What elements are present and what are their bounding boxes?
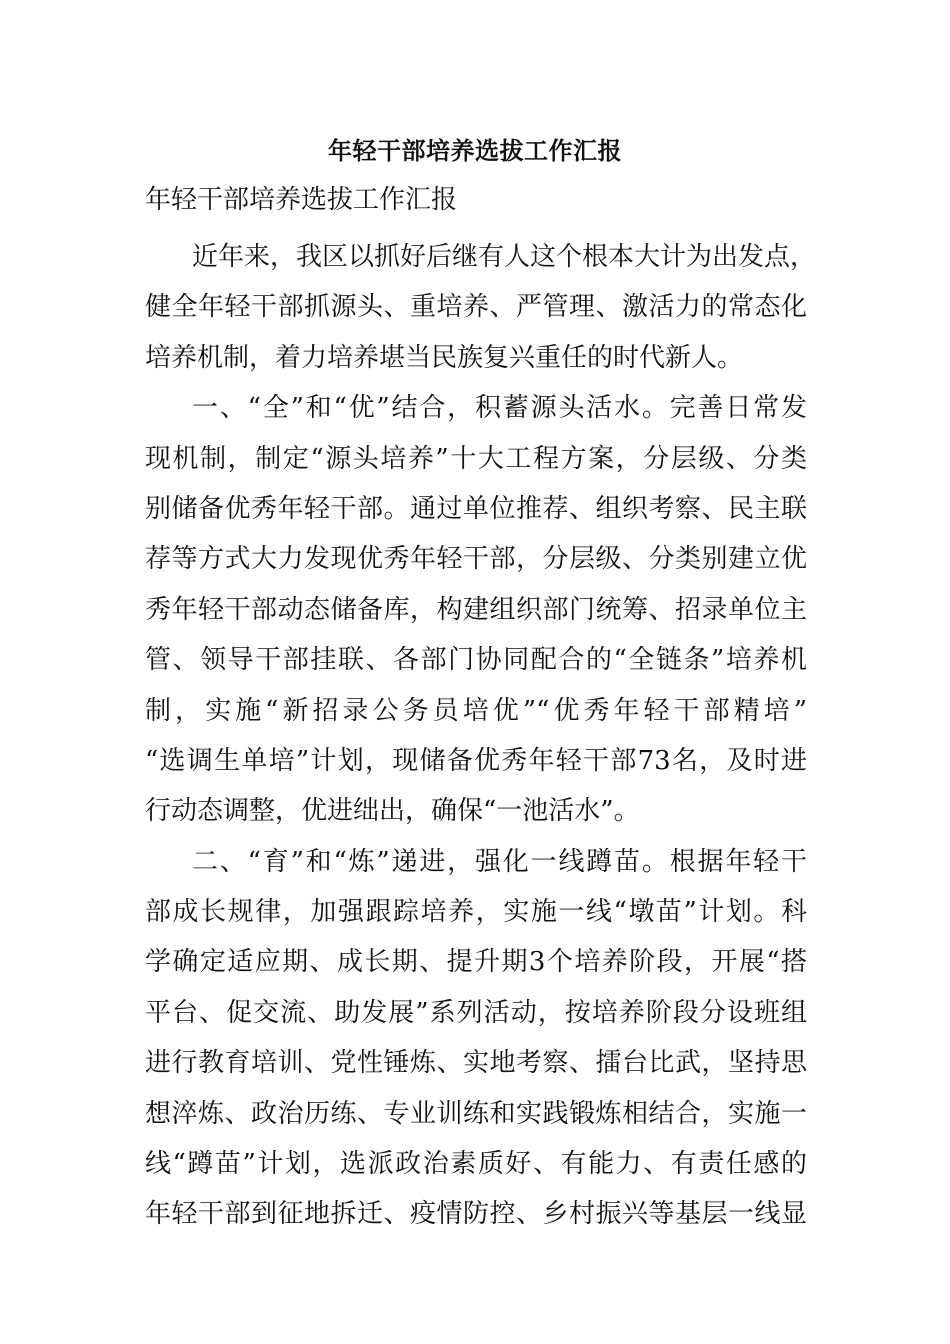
text-line: 年轻干部到征地拆迁、疫情防控、乡村振兴等基层一线显: [145, 1199, 807, 1230]
text-line: 部成长规律，加强跟踪培养，实施一线“墩苗”计划。科: [145, 897, 807, 928]
text-line: “选调生单培”计划，现储备优秀年轻干部73名，及时进: [145, 745, 807, 776]
paragraph-section-two: [145, 837, 807, 1240]
text-line: 管、领导干部挂联、各部门协同配合的“全链条”培养机: [145, 645, 807, 676]
paragraph-intro: [145, 232, 817, 383]
text-line: 想淬炼、政治历练、专业训练和实践锻炼相结合，实施一: [145, 1098, 807, 1129]
text-line: 线“蹲苗”计划，选派政治素质好、有能力、有责任感的: [145, 1149, 807, 1180]
text-line: 一、“全”和“优”结合，积蓄源头活水。完善日常发: [192, 393, 807, 424]
text-line: 平台、促交流、助发展”系列活动，按培养阶段分设班组: [145, 997, 807, 1028]
document-title: 年轻干部培养选拔工作汇报: [328, 136, 622, 165]
document-subtitle: 年轻干部培养选拔工作汇报: [145, 185, 458, 215]
document-body: [145, 232, 817, 1240]
text-line: 二、“育”和“炼”递进，强化一线蹲苗。根据年轻干: [192, 846, 807, 877]
text-line: 培养机制，着力培养堪当民族复兴重任的时代新人。: [145, 342, 744, 373]
text-line: 健全年轻干部抓源头、重培养、严管理、激活力的常态化: [145, 292, 807, 323]
text-line: 进行教育培训、党性锤炼、实地考察、擂台比武，坚持思: [145, 1048, 807, 1079]
text-line: 秀年轻干部动态储备库，构建组织部门统筹、招录单位主: [145, 594, 807, 625]
text-line: 行动态调整，优进绌出，确保“一池活水”。: [145, 796, 640, 827]
text-line: 学确定适应期、成长期、提升期3个培养阶段，开展“搭: [145, 947, 807, 978]
text-line: 近年来，我区以抓好后继有人这个根本大计为出发点，: [192, 242, 817, 272]
text-line: 荐等方式大力发现优秀年轻干部，分层级、分类别建立优: [145, 544, 807, 575]
text-line: 别储备优秀年轻干部。通过单位推荐、组织考察、民主联: [145, 493, 807, 524]
text-line: 现机制，制定“源头培养”十大工程方案，分层级、分类: [145, 443, 807, 474]
paragraph-section-one: [145, 383, 807, 837]
text-line: 制，实施“新招录公务员培优”“优秀年轻干部精培”: [145, 695, 807, 726]
